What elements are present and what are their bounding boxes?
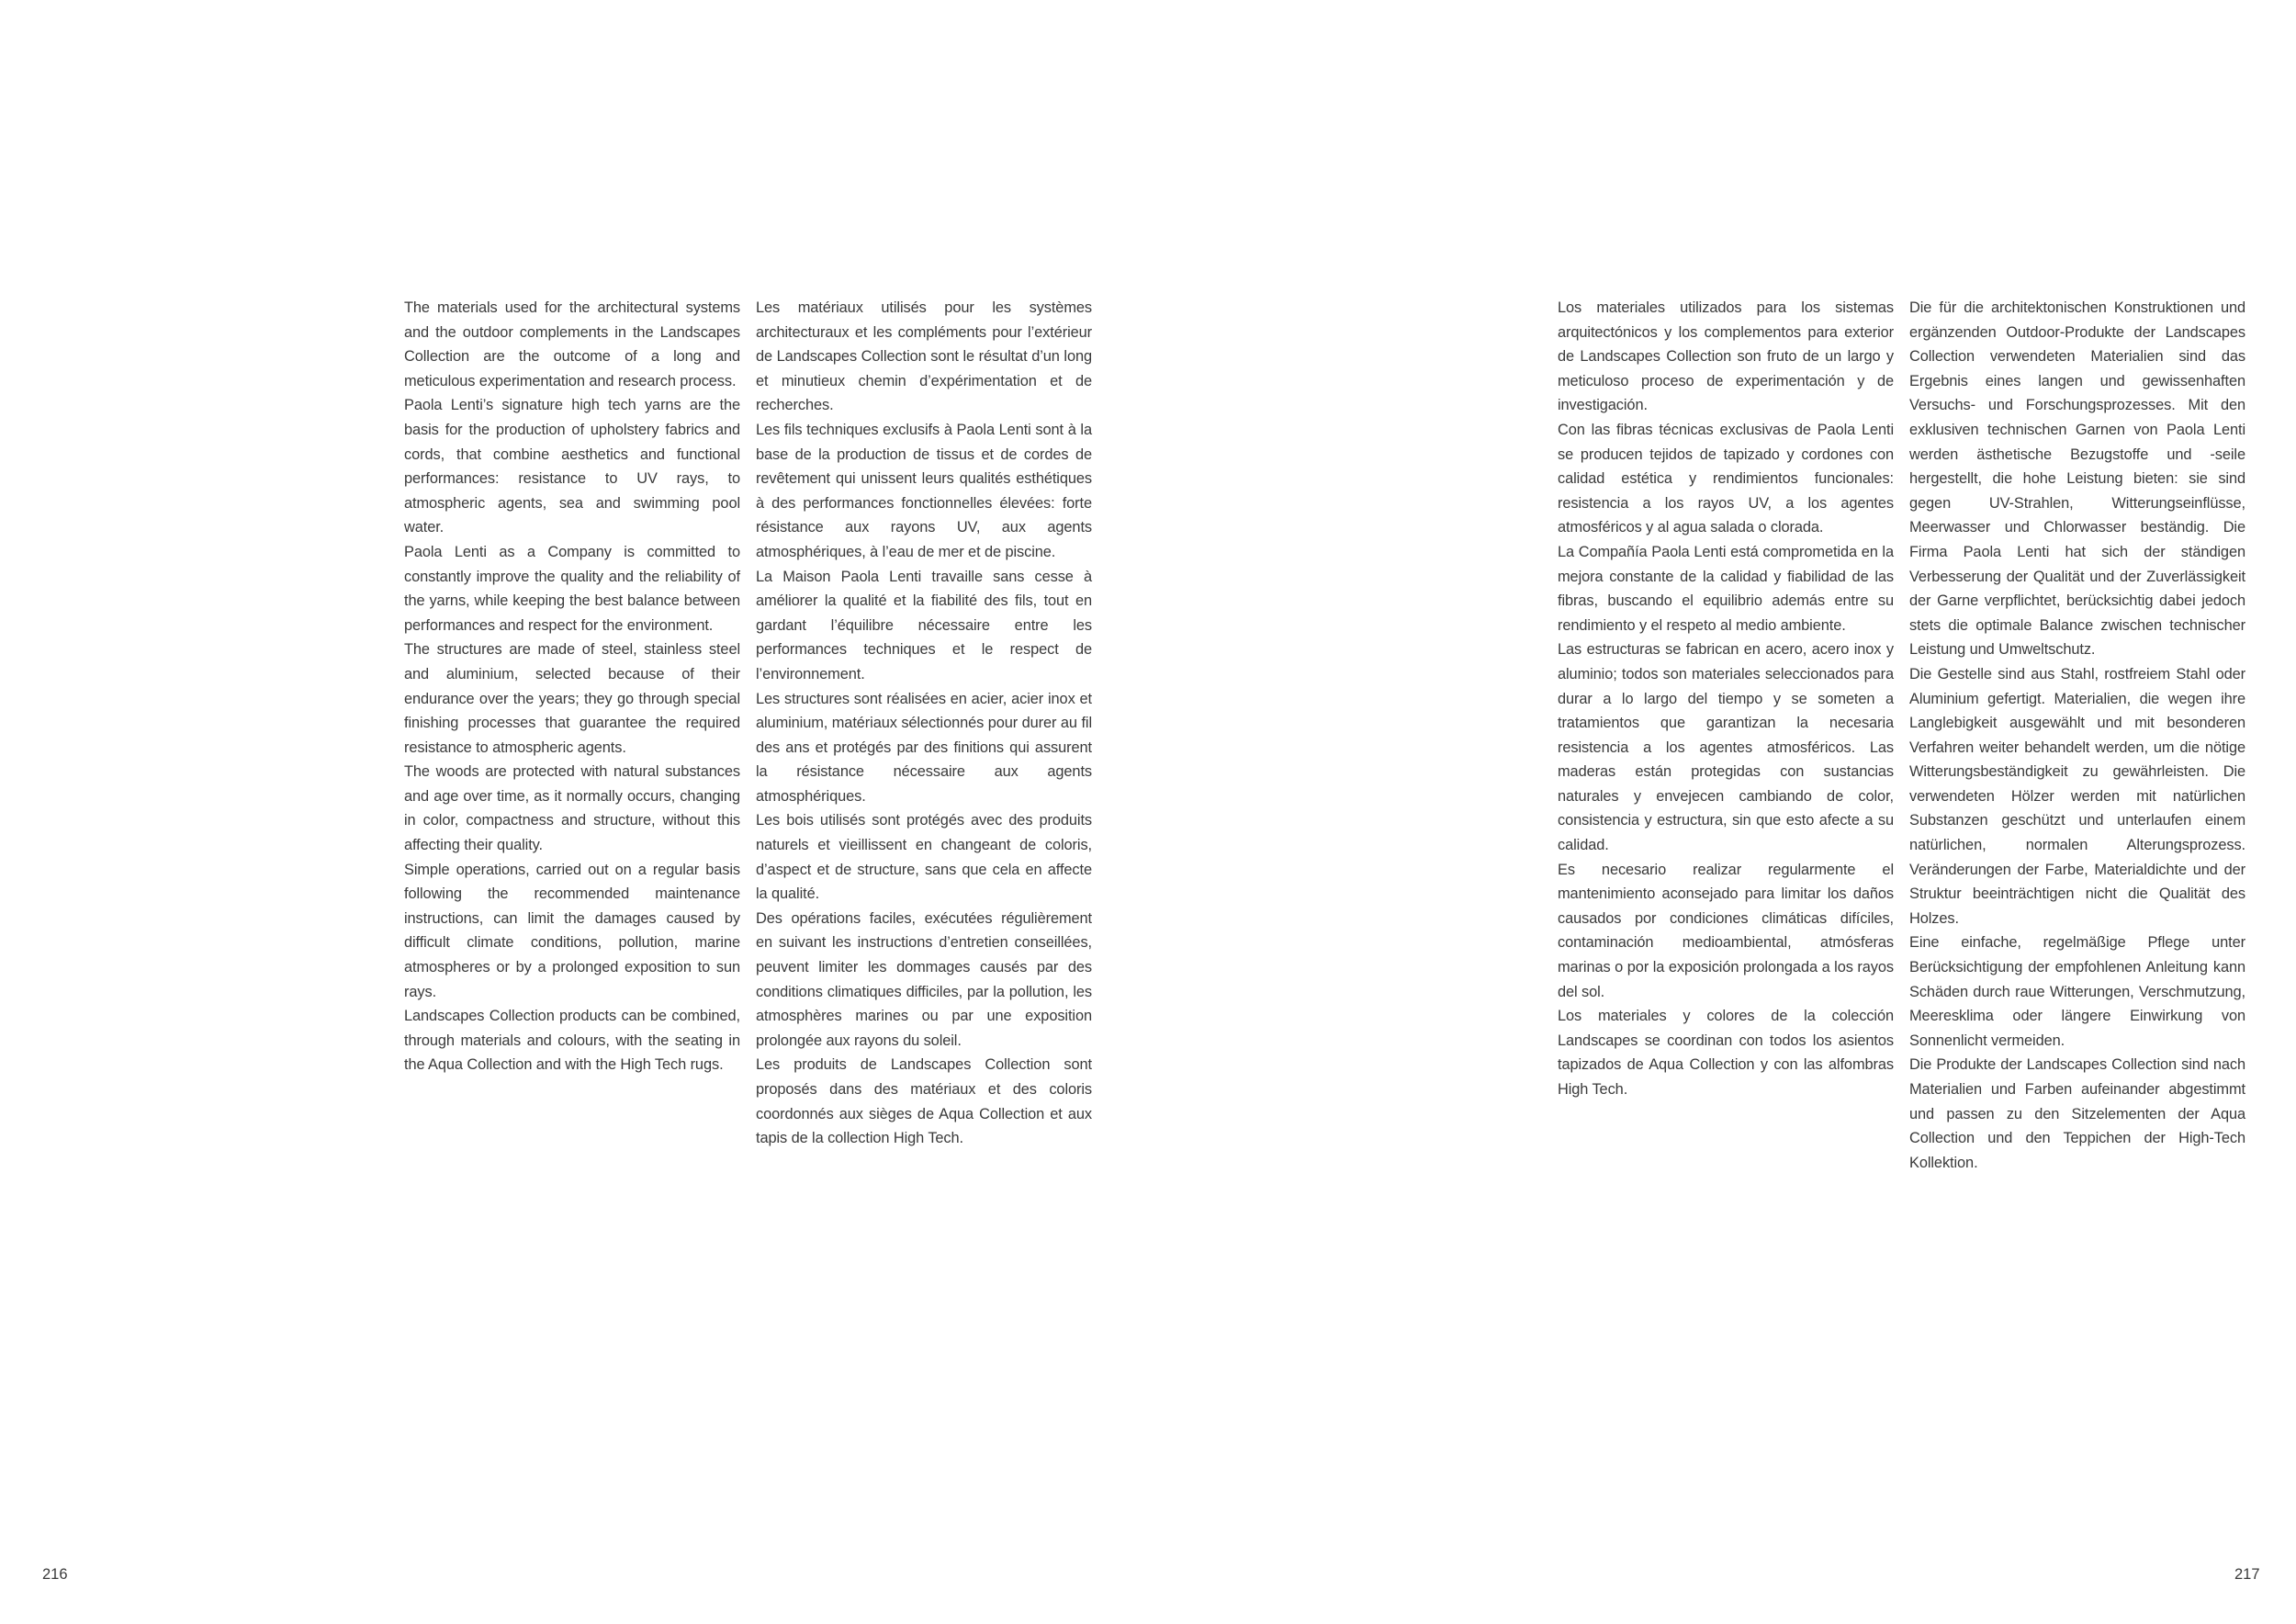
paragraph: Es necesario realizar regularmente el mantenimiento aconsejado para limitar los daños causados por condiciones climáticas difíciles, contaminación medioambiental, atmósferas marinas o por la exposición prolongada a los rayos del sol. [1558,861,1894,1000]
paragraph: Los materiales utilizados para los sistemas arquitectónicos y los complementos para exterior de Landscapes Collection son fruto de un largo y meticuloso proceso de experimentación y de investigación. [1558,299,1894,414]
paragraph: La Maison Paola Lenti travaille sans cesse à améliorer la qualité et la fiabilité des fils, tout en gardant l’équilibre nécessaire entre les performances techniques et le respect de l’environnement. [756,568,1092,682]
paragraph: Con las fibras técnicas exclusivas de Paola Lenti se producen tejidos de tapizado y cordones con calidad estética y rendimientos funcionales: resistencia a los rayos UV, a los agentes atmosféricos y al agua salada o clorada. [1558,421,1894,536]
paragraph: Die für die architektonischen Konstruktionen und ergänzenden Outdoor-Produkte der Landscapes Collection verwendeten Materialien sind das Ergebnis eines langen und gewissenhaften Versuchs- und Forschungsprozesses. Mit den exklusiven technischen Garnen von Paola Lenti werden ästhetische Bezugstoffe und -seile hergestellt, die hohe Leistung bieten: sie sind gegen UV-Strahlen, Witterungseinflüsse, Meerwasser und Chlorwasser beständig. Die Firma Paola Lenti hat sich der ständigen Verbesserung der Qualität und der Zuverlässigkeit der Garne verpflichtet, berücksichtig dabei jedoch stets die optimale Balance zwischen technischer Leistung und Umweltschutz. [1909,299,2245,659]
paragraph: The structures are made of steel, stainless steel and aluminium, selected because of their endurance over the years; they go through special finishing processes that guarantee the required resistance to atmospheric agents. [404,641,740,756]
text-column-english [404,296,740,1077]
paragraph: Las estructuras se fabrican en acero, acero inox y aluminio; todos son materiales seleccionados para durar a lo largo del tiempo y se someten a tratamientos que garantizan la necesaria resistencia a los agentes atmosféricos. Las maderas están protegidas con sustancias naturales y envejecen cambiando de color, consistencia y estructura, sin que esto afecte a su calidad. [1558,641,1894,854]
paragraph: Les fils techniques exclusifs à Paola Lenti sont à la base de la production de tissus et de cordes de revêtement qui unissent leurs qualités esthétiques à des performances fonctionnelles élevées: forte résistance aux rayons UV, aux agents atmosphériques, à l’eau de mer et de piscine. [756,421,1092,560]
paragraph: Die Gestelle sind aus Stahl, rostfreiem Stahl oder Aluminium gefertigt. Materialien, die wegen ihre Langlebigkeit ausgewählt und mit besonderen Verfahren weiter behandelt werden, um die nötige Witterungsbeständigkeit zu gewährleisten. Die verwendeten Hölzer werden mit natürlichen Substanzen geschützt und unterlaufen einem natürlichen, normalen Alterungsprozess. Veränderungen der Farbe, Materialdichte und der Struktur beeinträchtigen nicht die Qualität des Holzes. [1909,665,2245,927]
paragraph: Simple operations, carried out on a regular basis following the recommended maintenance instructions, can limit the damages caused by difficult climate conditions, pollution, marine atmospheres or by a prolonged exposition to sun rays. [404,861,740,1000]
paragraph: Paola Lenti’s signature high tech yarns are the basis for the production of upholstery fabrics and cords, that combine aesthetics and functional performances: resistance to UV rays, to atmospheric agents, sea and swimming pool water. [404,397,740,536]
paragraph: Landscapes Collection products can be combined, through materials and colours, with the seating in the Aqua Collection and with the High Tech rugs. [404,1008,740,1074]
paragraph: The woods are protected with natural substances and age over time, as it normally occurs, changing in color, compactness and structure, without this affecting their quality. [404,763,740,854]
page-number-right: 217 [2234,1566,2260,1583]
paragraph: Paola Lenti as a Company is committed to constantly improve the quality and the reliability of the yarns, while keeping the best balance between performances and respect for the environment. [404,543,740,634]
page-number-left: 216 [42,1566,68,1583]
paragraph: Los materiales y colores de la colección Landscapes se coordinan con todos los asientos tapizados de Aqua Collection y con las alfombras High Tech. [1558,1008,1894,1098]
paragraph: Les produits de Landscapes Collection sont proposés dans des matériaux et des coloris coordonnés aux sièges de Aqua Collection et aux tapis de la collection High Tech. [756,1056,1092,1147]
paragraph: Des opérations faciles, exécutées régulièrement en suivant les instructions d’entretien conseillées, peuvent limiter les dommages causés par des conditions climatiques difficiles, par la pollution, les atmosphères marines ou par une exposition prolongée aux rayons du soleil. [756,909,1092,1049]
text-column-french [756,296,1092,1151]
paragraph: The materials used for the architectural systems and the outdoor complements in the Landscapes Collection are the outcome of a long and meticulous experimentation and research process. [404,299,740,389]
text-column-spanish [1558,296,1894,1102]
paragraph: La Compañía Paola Lenti está comprometida en la mejora constante de la calidad y fiabilidad de las fibras, buscando el equilibrio además entre su rendimiento y el respeto al medio ambiente. [1558,543,1894,634]
paragraph: Eine einfache, regelmäßige Pflege unter Berücksichtigung der empfohlenen Anleitung kann Schäden durch raue Witterungen, Verschmutzung, Meeresklima oder längere Einwirkung von Sonnenlicht vermeiden. [1909,934,2245,1049]
paragraph: Les bois utilisés sont protégés avec des produits naturels et vieillissent en changeant de coloris, d’aspect et de structure, sans que cela en affecte la qualité. [756,812,1092,903]
paragraph: Les matériaux utilisés pour les systèmes architecturaux et les compléments pour l’extérieur de Landscapes Collection sont le résultat d’un long et minutieux chemin d’expérimentation et de recherches. [756,299,1092,414]
text-column-german [1909,296,2245,1175]
paragraph: Les structures sont réalisées en acier, acier inox et aluminium, matériaux sélectionnés pour durer au fil des ans et protégés par des finitions qui assurent la résistance nécessaire aux agents atmosphériques. [756,690,1092,805]
paragraph: Die Produkte der Landscapes Collection sind nach Materialien und Farben aufeinander abgestimmt und passen zu den Sitzelementen der Aqua Collection und den Teppichen der High-Tech Kollektion. [1909,1056,2245,1171]
